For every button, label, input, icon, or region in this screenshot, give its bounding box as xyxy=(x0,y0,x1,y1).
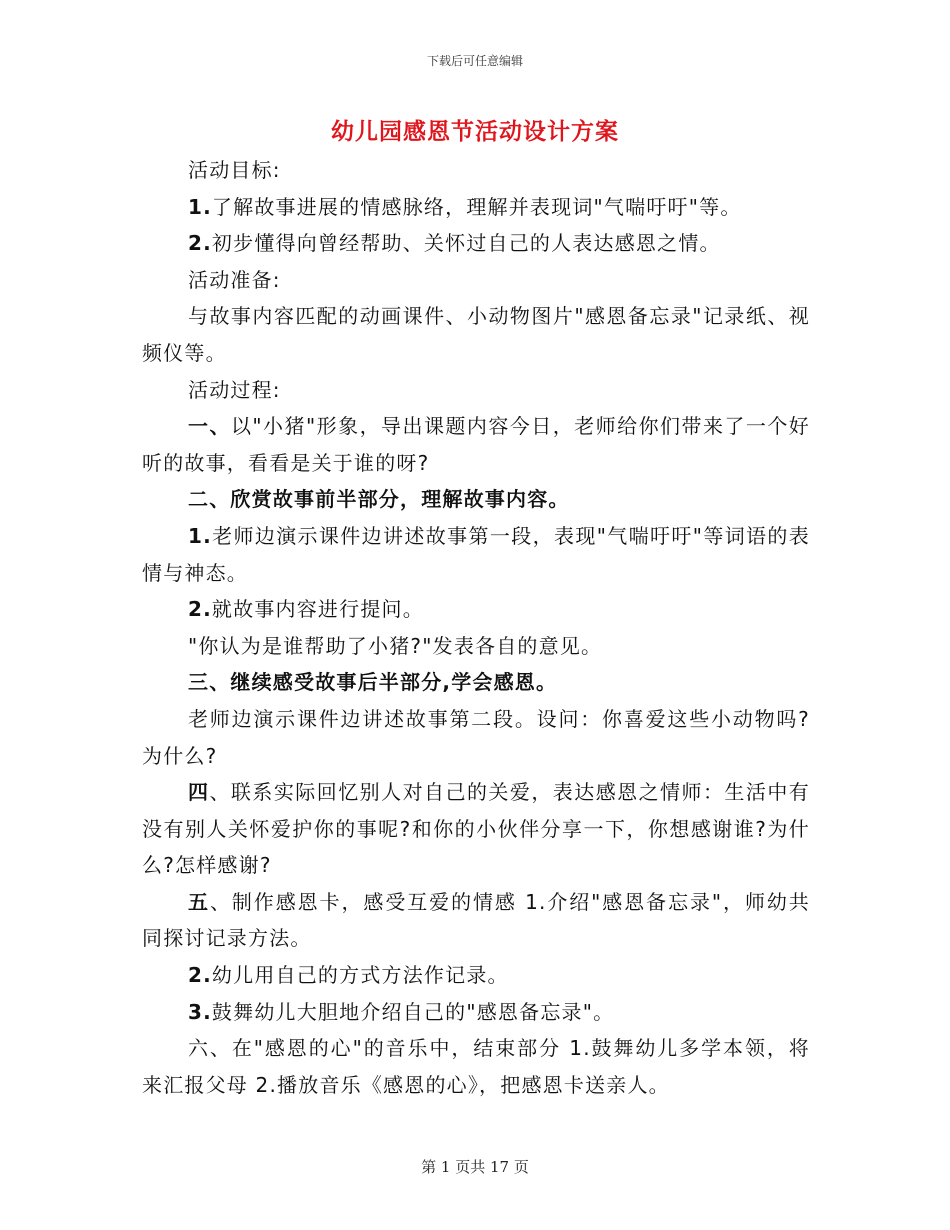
paragraph-step-5-item-3: 3.鼓舞幼儿大胆地介绍自己的"感恩备忘录"。 xyxy=(188,999,615,1024)
paragraph-objective-2: 2.初步懂得向曾经帮助、关怀过自己的人表达感恩之情。 xyxy=(188,231,721,256)
paragraph-objectives-heading: 活动目标: xyxy=(188,158,281,182)
paragraph-preparation-heading: 活动准备: xyxy=(188,267,281,292)
paragraph-step-3-heading: 三、继续感受故事后半部分,学会感恩。 xyxy=(188,670,558,695)
paragraph-step-2-question: "你认为是谁帮助了小猪?"发表各自的意见。 xyxy=(188,633,603,658)
paragraph-step-5: 五、制作感恩卡，感受互爱的情感 1.介绍"感恩备忘录"，师幼共同探讨记录方法。 xyxy=(142,889,811,951)
document-body xyxy=(142,152,810,1103)
paragraph-step-1: 一、以"小猪"形象，导出课题内容今日，老师给你们带来了一个好听的故事，看看是关于谁的呀? xyxy=(142,414,811,475)
header-note: 下载后可任意编辑 xyxy=(426,54,523,68)
paragraph-process-heading: 活动过程: xyxy=(188,377,281,402)
paragraph-step-4: 四、联系实际回忆别人对自己的关爱，表达感恩之情师：生活中有没有别人关怀爱护你的事呢?和你的小伙伴分享一下，你想感谢谁?为什么?怎样感谢? xyxy=(142,780,810,878)
paragraph-step-6: 六、在"感恩的心"的音乐中，结束部分 1.鼓舞幼儿多学本领，将来汇报父母 2.播放音乐《感恩的心》，把感恩卡送亲人。 xyxy=(142,1036,810,1097)
paragraph-step-2-item-2: 2.就故事内容进行提问。 xyxy=(188,597,424,622)
document-title: 幼儿园感恩节活动设计方案 xyxy=(331,119,619,145)
paragraph-step-3: 老师边演示课件边讲述故事第二段。设问：你喜爱这些小动物吗?为什么? xyxy=(142,706,810,768)
paragraph-preparation: 与故事内容匹配的动画课件、小动物图片"感恩备忘录"记录纸、视频仪等。 xyxy=(142,304,810,365)
paragraph-step-2-heading: 二、欣赏故事前半部分，理解故事内容。 xyxy=(188,487,570,512)
page-footer: 第 1 页共 17 页 xyxy=(421,1158,529,1176)
paragraph-objective-1: 1.了解故事进展的情感脉络，理解并表现词"气喘吁吁"等。 xyxy=(188,194,742,219)
paragraph-step-2-item-1: 1.老师边演示课件边讲述故事第一段，表现"气喘吁吁"等词语的表情与神态。 xyxy=(142,523,810,585)
paragraph-step-5-item-2: 2.幼儿用自己的方式方法作记录。 xyxy=(188,963,509,988)
